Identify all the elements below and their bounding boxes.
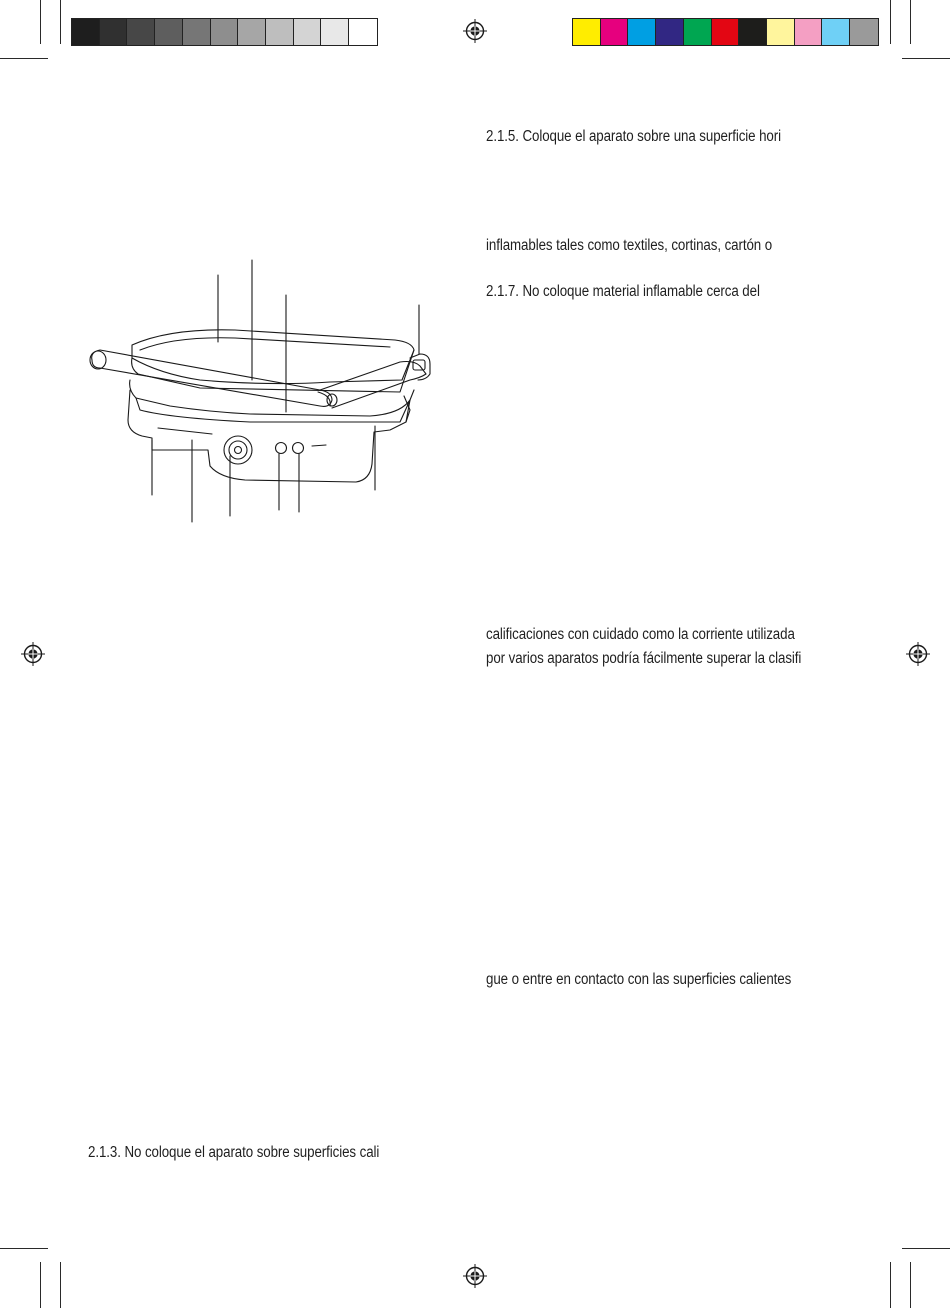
color-swatch — [628, 19, 656, 45]
color-swatch — [739, 19, 767, 45]
grayscale-color-bar — [71, 18, 378, 46]
color-swatch — [712, 19, 740, 45]
color-swatch — [850, 19, 878, 45]
crop-mark — [40, 1262, 41, 1308]
gray-swatch — [266, 19, 294, 45]
text-line-calificaciones: calificaciones con cuidado como la corriente utilizada — [486, 626, 795, 643]
crop-mark — [902, 58, 950, 59]
crop-mark — [0, 1248, 48, 1249]
color-swatch — [656, 19, 684, 45]
text-line-por-varios: por varios aparatos podría fácilmente superar la clasifi — [486, 650, 802, 667]
text-line-2-1-3: 2.1.3. No coloque el aparato sobre superficies cali — [88, 1144, 380, 1161]
crop-mark — [902, 1248, 950, 1249]
crop-mark — [0, 58, 48, 59]
text-line-2-1-5: 2.1.5. Coloque el aparato sobre una superficie hori — [486, 128, 781, 145]
gray-swatch — [127, 19, 155, 45]
gray-swatch — [211, 19, 239, 45]
text-line-2-1-7: 2.1.7. No coloque material inflamable cerca del — [486, 283, 760, 300]
color-swatch — [573, 19, 601, 45]
crop-mark — [890, 1262, 891, 1308]
color-swatch — [684, 19, 712, 45]
color-swatch — [601, 19, 629, 45]
gray-swatch — [238, 19, 266, 45]
registration-mark-icon — [463, 19, 487, 43]
gray-swatch — [155, 19, 183, 45]
crop-mark — [910, 1262, 911, 1308]
crop-mark — [40, 0, 41, 44]
registration-mark-icon — [21, 642, 45, 666]
contact-grill-illustration — [70, 250, 450, 525]
color-swatch — [767, 19, 795, 45]
crop-mark — [60, 0, 61, 44]
crop-mark — [60, 1262, 61, 1308]
gray-swatch — [349, 19, 377, 45]
gray-swatch — [183, 19, 211, 45]
text-line-gue: gue o entre en contacto con las superficies calientes — [486, 971, 792, 988]
crop-mark — [890, 0, 891, 44]
color-swatch — [822, 19, 850, 45]
color-swatch — [795, 19, 823, 45]
gray-swatch — [294, 19, 322, 45]
gray-swatch — [321, 19, 349, 45]
process-color-bar — [572, 18, 879, 46]
gray-swatch — [100, 19, 128, 45]
registration-mark-icon — [906, 642, 930, 666]
gray-swatch — [72, 19, 100, 45]
text-line-inflamables: inflamables tales como textiles, cortinas, cartón o — [486, 237, 773, 254]
registration-mark-icon — [463, 1264, 487, 1288]
crop-mark — [910, 0, 911, 44]
